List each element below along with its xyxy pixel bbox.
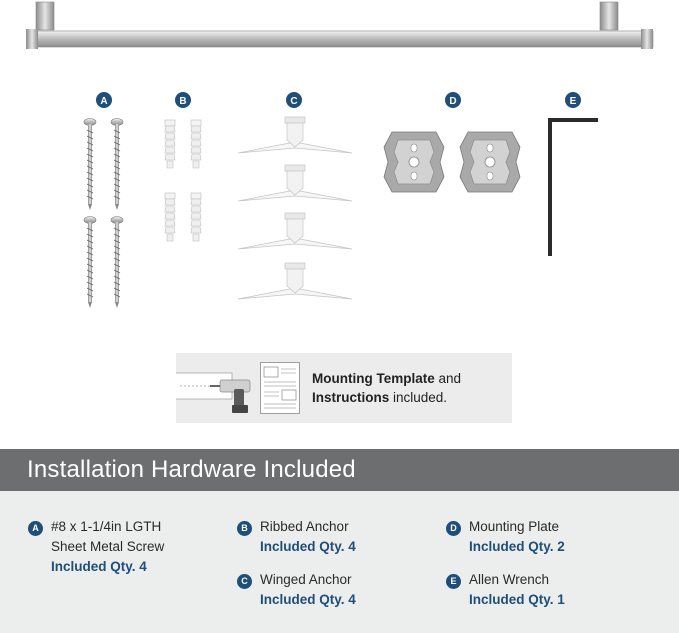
item-badge-d: D — [446, 521, 461, 536]
svg-text:E: E — [569, 96, 577, 107]
template-bold-2: Instructions — [312, 390, 390, 405]
svg-text:C: C — [290, 96, 298, 107]
mounting-plates-illustration — [384, 132, 520, 192]
screws-illustration — [84, 119, 123, 309]
winged-anchors-illustration — [238, 117, 352, 299]
item-qty: Included Qty. 2 — [469, 539, 565, 554]
list-item-e — [469, 570, 565, 610]
item-qty: Included Qty. 1 — [469, 592, 565, 607]
letter-badge-a — [96, 92, 112, 108]
svg-text:A: A — [100, 96, 108, 107]
installation-banner — [0, 449, 679, 491]
item-badge-b: B — [237, 521, 252, 536]
template-caption — [312, 369, 461, 407]
ribbed-anchors-illustration — [165, 120, 201, 241]
template-and: and — [434, 371, 462, 386]
item-badge-c: C — [237, 574, 252, 589]
svg-text:D: D — [449, 96, 457, 107]
letter-badge-c — [286, 92, 302, 108]
letter-badge-e — [565, 92, 581, 108]
item-name-line1: #8 x 1-1/4in LGTH — [51, 519, 162, 534]
list-item-b — [260, 517, 356, 557]
list-item-d — [469, 517, 565, 557]
item-qty: Included Qty. 4 — [260, 592, 356, 607]
item-name-line1: Ribbed Anchor — [260, 519, 349, 534]
instructions-sheet-icon — [260, 362, 300, 414]
item-qty: Included Qty. 4 — [51, 559, 147, 574]
item-badge-e: E — [446, 574, 461, 589]
banner-title: Installation Hardware Included — [27, 456, 356, 483]
template-bold-1: Mounting Template — [312, 371, 435, 386]
allen-wrench-illustration — [548, 118, 598, 256]
template-rest: included. — [389, 390, 448, 405]
item-name-line1: Allen Wrench — [469, 572, 550, 587]
towel-bar — [26, 2, 653, 49]
list-item-c — [260, 570, 356, 610]
item-qty: Included Qty. 4 — [260, 539, 356, 554]
item-name-line1: Winged Anchor — [260, 572, 352, 587]
item-name-line1: Mounting Plate — [469, 519, 560, 534]
letter-badge-b — [175, 92, 191, 108]
svg-text:B: B — [179, 96, 187, 107]
item-name-line2: Sheet Metal Screw — [51, 539, 165, 554]
item-badge-a: A — [28, 521, 43, 536]
list-item-a — [51, 517, 164, 577]
letter-badge-d — [445, 92, 461, 108]
